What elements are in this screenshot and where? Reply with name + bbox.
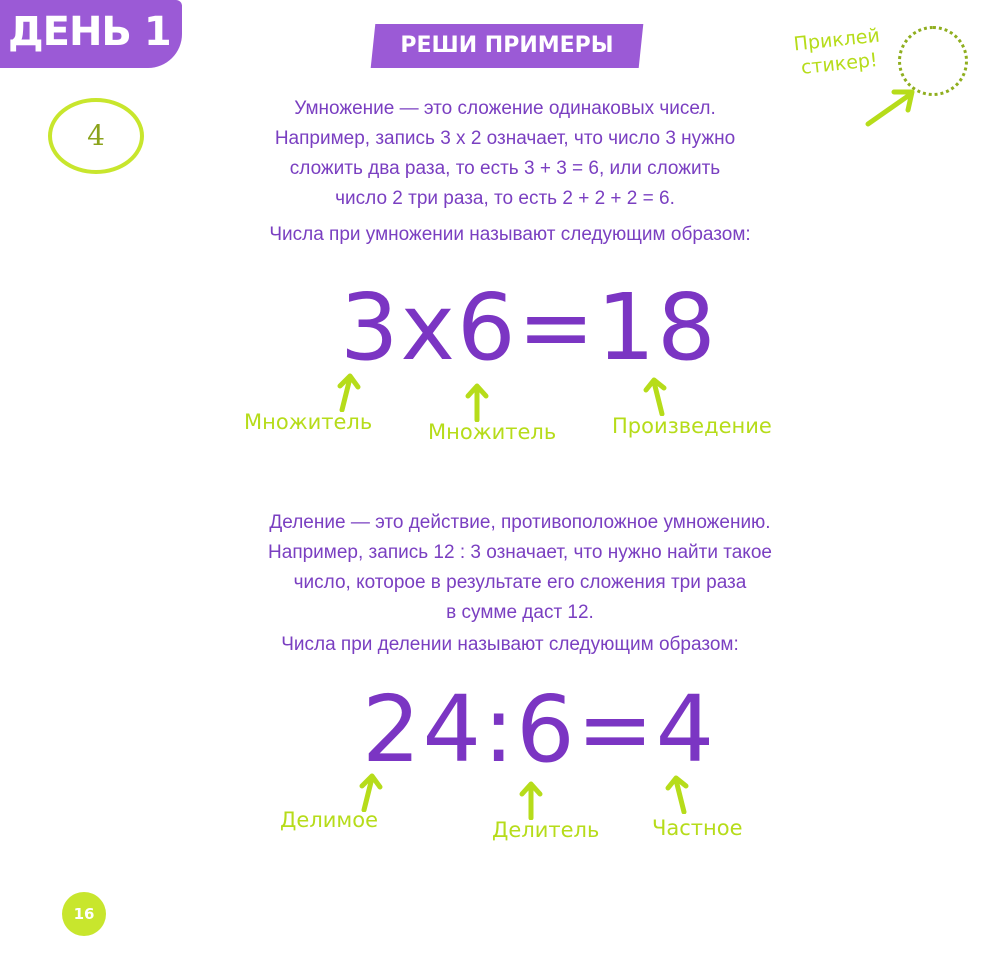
arrow-up-icon [514,780,548,820]
text-line: в сумме даст 12. [446,602,594,623]
text-line: Умножение — это сложение одинаковых чисел. [294,98,716,119]
text-line: Деление — это действие, противоположное умножению. [269,512,771,533]
sticker-label-line2: стикер! [799,48,879,79]
section-title: РЕШИ ПРИМЕРЫ [400,33,614,58]
term-multiplier-2: Множитель [428,420,557,444]
arrow-up-icon [352,772,386,812]
day-label: ДЕНЬ 1 [8,9,171,55]
arrow-up-icon [330,372,364,412]
arrow-up-right-icon [862,86,922,130]
text-line: число, которое в результате его сложения три раза [293,572,747,593]
multiplication-equation: 3x6=18 [340,274,718,381]
arrow-up-icon [662,774,696,814]
term-multiplier-1: Множитель [244,410,373,434]
sticker-label-line1: Приклей [792,24,881,56]
text-line: Например, запись 3 х 2 означает, что число 3 нужно [274,128,736,149]
term-quotient: Частное [652,816,743,840]
arrow-up-icon [460,382,494,422]
term-dividend: Делимое [280,808,379,832]
division-paragraph [210,508,830,628]
multiplication-caption: Числа при умножении называют следующим образом: [269,224,751,245]
text-line: Например, запись 12 : 3 означает, что нужно найти такое [268,542,772,563]
arrow-up-icon [640,376,674,416]
text-line: число 2 три раза, то есть 2 + 2 + 2 = 6. [335,188,675,209]
page-number: 16 [73,905,95,923]
division-caption: Числа при делении называют следующим образом: [281,634,739,655]
term-product: Произведение [612,414,772,438]
text-line: сложить два раза, то есть 3 + 3 = 6, или сложить [289,158,721,179]
sticker-label [788,23,888,81]
task-number: 4 [87,119,105,152]
division-equation: 24:6=4 [362,676,717,783]
multiplication-paragraph [210,94,800,214]
term-divisor: Делитель [492,818,600,842]
